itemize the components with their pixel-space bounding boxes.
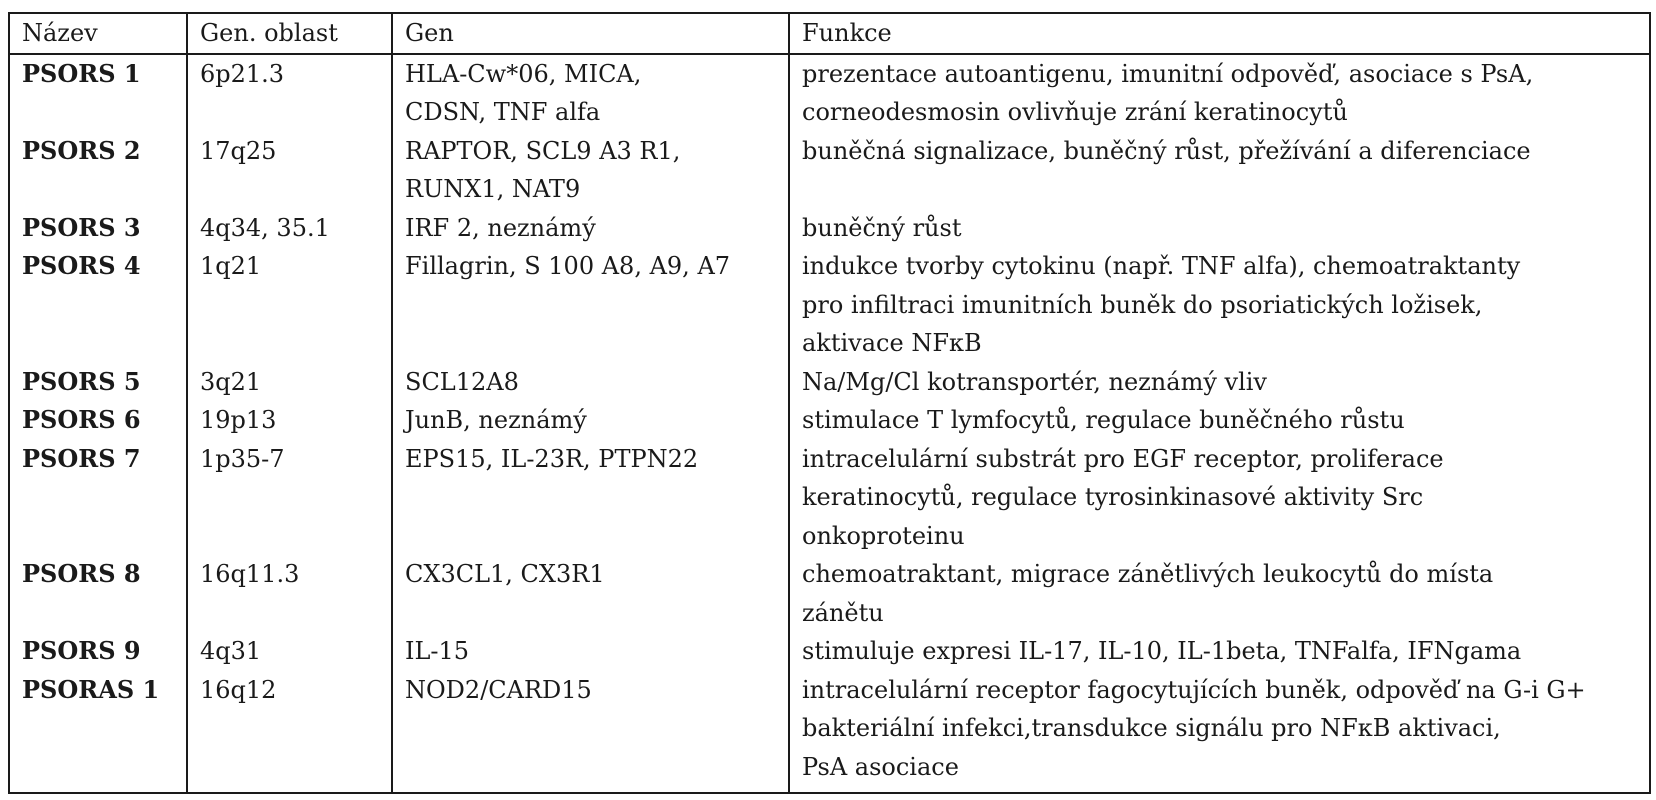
table-row (9, 632, 1650, 671)
gene-cell: IL-15 (392, 632, 789, 671)
header-function: Funkce (789, 13, 1650, 54)
region-cell: 4q34, 35.1 (187, 209, 392, 248)
region-cell: 17q25 (187, 132, 392, 209)
table-row (9, 132, 1650, 209)
function-cell: chemoatraktant, migrace zánětlivých leukocytů do místa zánětu (789, 555, 1650, 632)
function-cell: stimulace T lymfocytů, regulace buněčného růstu (789, 401, 1650, 440)
table-row (9, 401, 1650, 440)
region-cell: 19p13 (187, 401, 392, 440)
region-cell: 16q11.3 (187, 555, 392, 632)
name-cell: PSORS 9 (9, 632, 187, 671)
gene-cell: EPS15, IL-23R, PTPN22 (392, 440, 789, 556)
name-cell: PSORS 5 (9, 363, 187, 402)
name-cell: PSORS 2 (9, 132, 187, 209)
table-row (9, 54, 1650, 132)
gene-cell: RAPTOR, SCL9 A3 R1, RUNX1, NAT9 (392, 132, 789, 209)
function-cell: prezentace autoantigenu, imunitní odpověď, asociace s PsA, corneodesmosin ovlivňuje zrání keratinocytů (789, 54, 1650, 132)
gene-cell: CX3CL1, CX3R1 (392, 555, 789, 632)
region-cell: 1p35-7 (187, 440, 392, 556)
function-cell: Na/Mg/Cl kotransportér, neznámý vliv (789, 363, 1650, 402)
gene-cell: Fillagrin, S 100 A8, A9, A7 (392, 247, 789, 363)
function-cell: buněčná signalizace, buněčný růst, přežívání a diferenciace (789, 132, 1650, 209)
function-cell: intracelulární receptor fagocytujících buněk, odpověď na G-i G+ bakteriální infekci,transdukce signálu pro NFκB aktivaci, PsA asociace (789, 671, 1650, 794)
region-cell: 3q21 (187, 363, 392, 402)
psors-table (8, 12, 1651, 794)
table-row (9, 440, 1650, 556)
table-row (9, 209, 1650, 248)
name-cell: PSORS 8 (9, 555, 187, 632)
function-cell: stimuluje expresi IL-17, IL-10, IL-1beta, TNFalfa, IFNgama (789, 632, 1650, 671)
gene-cell: HLA-Cw*06, MICA, CDSN, TNF alfa (392, 54, 789, 132)
header-row (9, 13, 1650, 54)
region-cell: 16q12 (187, 671, 392, 794)
table-row (9, 247, 1650, 363)
gene-cell: IRF 2, neznámý (392, 209, 789, 248)
function-cell: intracelulární substrát pro EGF receptor, proliferace keratinocytů, regulace tyrosinkinasové aktivity Src onkoproteinu (789, 440, 1650, 556)
header-region: Gen. oblast (187, 13, 392, 54)
region-cell: 1q21 (187, 247, 392, 363)
header-gene: Gen (392, 13, 789, 54)
table-row (9, 363, 1650, 402)
table-row (9, 555, 1650, 632)
name-cell: PSORS 6 (9, 401, 187, 440)
function-cell: indukce tvorby cytokinu (např. TNF alfa), chemoatraktanty pro infiltraci imunitních buněk do psoriatických ložisek, aktivace NFκB (789, 247, 1650, 363)
table-row (9, 671, 1650, 794)
gene-cell: NOD2/CARD15 (392, 671, 789, 794)
region-cell: 6p21.3 (187, 54, 392, 132)
name-cell: PSORAS 1 (9, 671, 187, 794)
function-cell: buněčný růst (789, 209, 1650, 248)
name-cell: PSORS 1 (9, 54, 187, 132)
header-name: Název (9, 13, 187, 54)
region-cell: 4q31 (187, 632, 392, 671)
name-cell: PSORS 7 (9, 440, 187, 556)
gene-cell: JunB, neznámý (392, 401, 789, 440)
name-cell: PSORS 3 (9, 209, 187, 248)
name-cell: PSORS 4 (9, 247, 187, 363)
gene-cell: SCL12A8 (392, 363, 789, 402)
